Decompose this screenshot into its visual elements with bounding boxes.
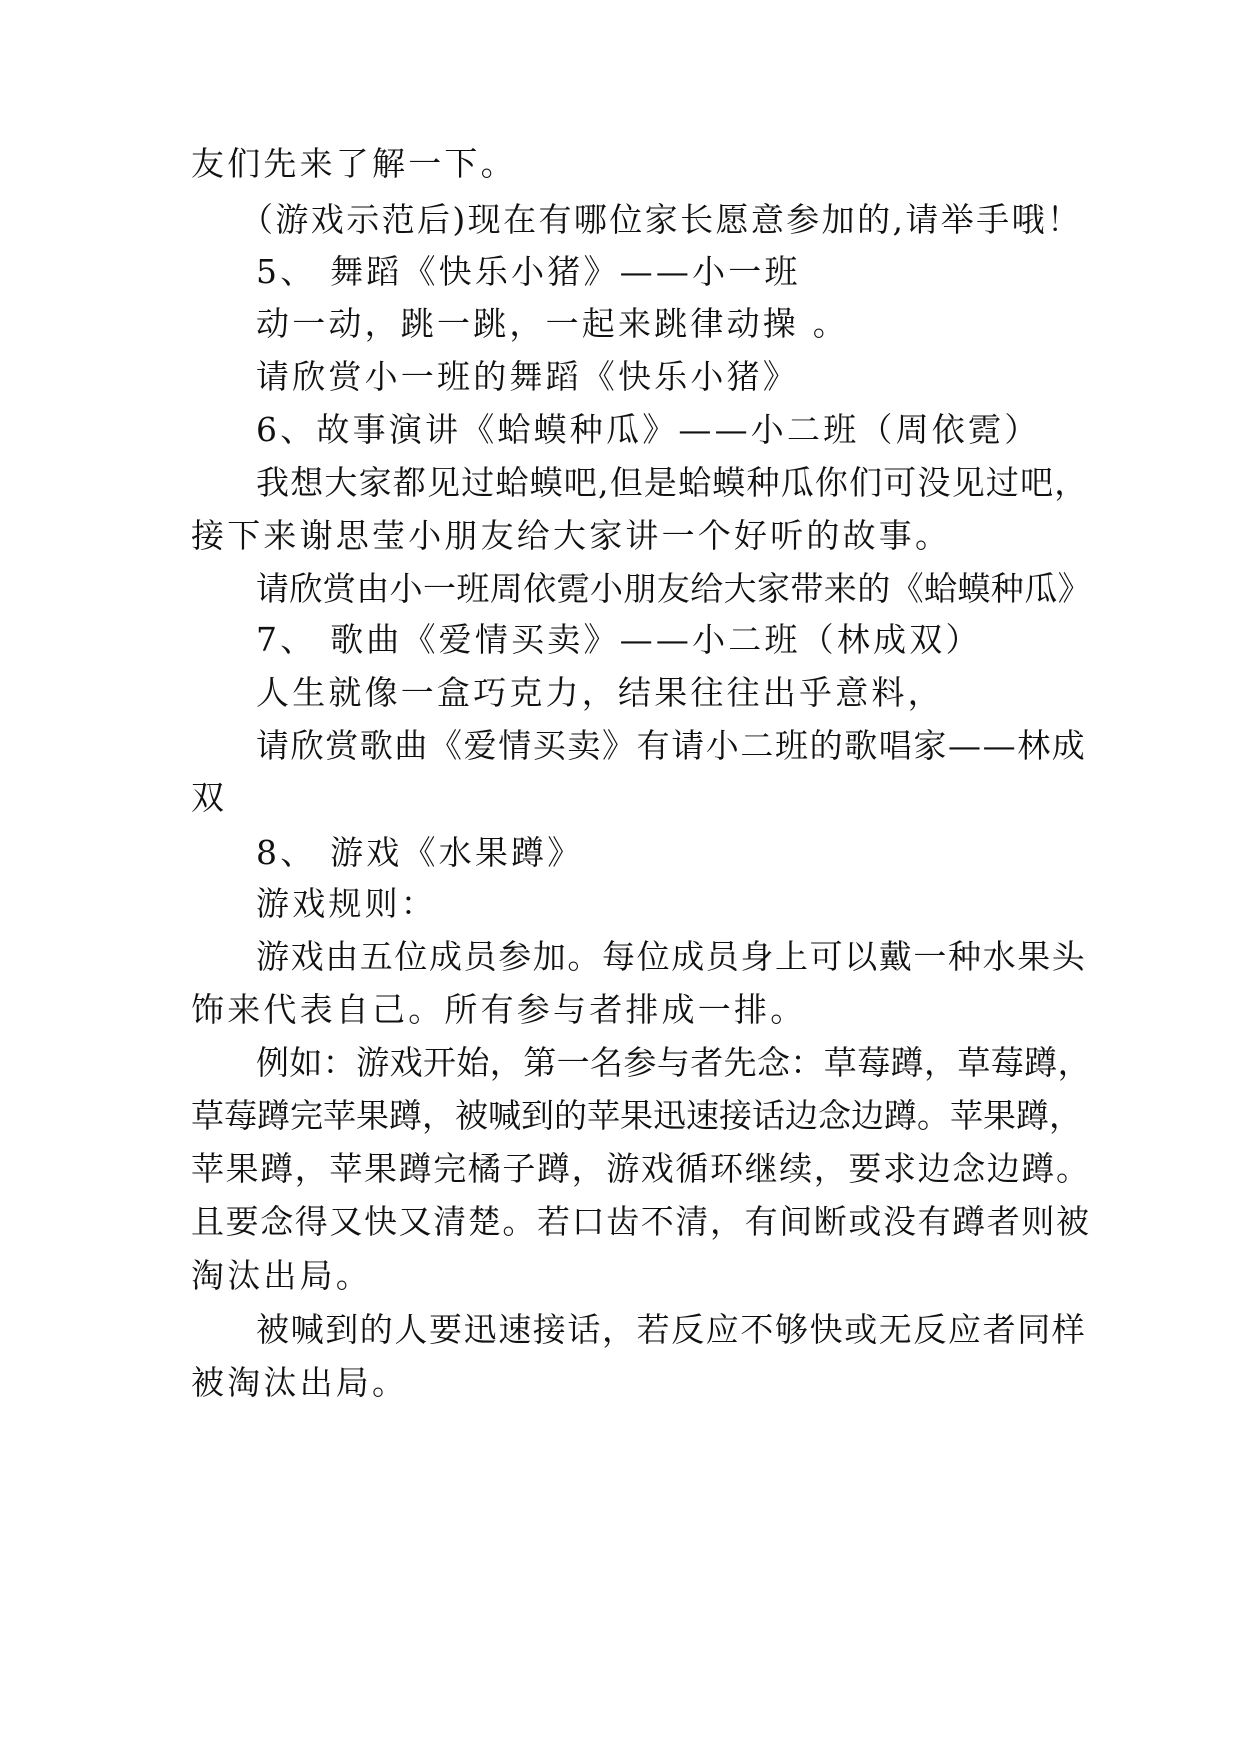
heading-item-6: 6、故事演讲《蛤蟆种瓜》——小二班（周依霓） bbox=[256, 410, 1041, 449]
text-line-22: 淘汰出局。 bbox=[191, 1256, 372, 1295]
text-line-11: 人生就像一盒巧克力，结果往往出乎意料， bbox=[256, 673, 944, 712]
text-line-7: 我想大家都见过蛤蟆吧,但是蛤蟆种瓜你们可没见过吧， bbox=[256, 463, 1089, 502]
heading-item-5: 5、 舞蹈《快乐小猪》——小一班 bbox=[256, 252, 801, 291]
text-line-9: 请欣赏由小一班周依霓小朋友给大家带来的《蛤蟆种瓜》 bbox=[256, 569, 1091, 608]
text-line-12: 请欣赏歌曲《爱情买卖》有请小二班的歌唱家——林成 bbox=[256, 726, 1087, 765]
text-line-1: 友们先来了解一下。 bbox=[191, 144, 517, 183]
text-line-19: 草莓蹲完苹果蹲，被喊到的苹果迅速接话边念边蹲。苹果蹲， bbox=[191, 1096, 1082, 1135]
text-line-15: 游戏规则： bbox=[256, 884, 437, 923]
heading-item-7: 7、 歌曲《爱情买卖》——小二班（林成双） bbox=[256, 620, 982, 659]
text-line-24: 被淘汰出局。 bbox=[191, 1363, 409, 1402]
text-line-23: 被喊到的人要迅速接话，若反应不够快或无反应者同样 bbox=[256, 1310, 1087, 1349]
text-line-8: 接下来谢思莹小朋友给大家讲一个好听的故事。 bbox=[191, 516, 952, 555]
text-line-2: （游戏示范后)现在有哪位家长愿意参加的,请举手哦！ bbox=[240, 200, 1083, 239]
text-line-18: 例如：游戏开始，第一名参与者先念：草莓蹲，草莓蹲， bbox=[256, 1043, 1091, 1082]
text-line-21: 且要念得又快又清楚。若口齿不清，有间断或没有蹲者则被 bbox=[191, 1202, 1091, 1241]
text-line-16: 游戏由五位成员参加。每位成员身上可以戴一种水果头 bbox=[256, 937, 1087, 976]
text-line-5: 请欣赏小一班的舞蹈《快乐小猪》 bbox=[256, 357, 799, 396]
heading-item-8: 8、 游戏《水果蹲》 bbox=[256, 833, 584, 872]
text-line-20: 苹果蹲，苹果蹲完橘子蹲，游戏循环继续，要求边念边蹲。 bbox=[191, 1149, 1091, 1188]
text-line-13: 双 bbox=[191, 778, 228, 817]
text-line-4: 动一动，跳一跳，一起来跳律动操 。 bbox=[256, 304, 849, 343]
text-line-17: 饰来代表自己。所有参与者排成一排。 bbox=[191, 990, 807, 1029]
